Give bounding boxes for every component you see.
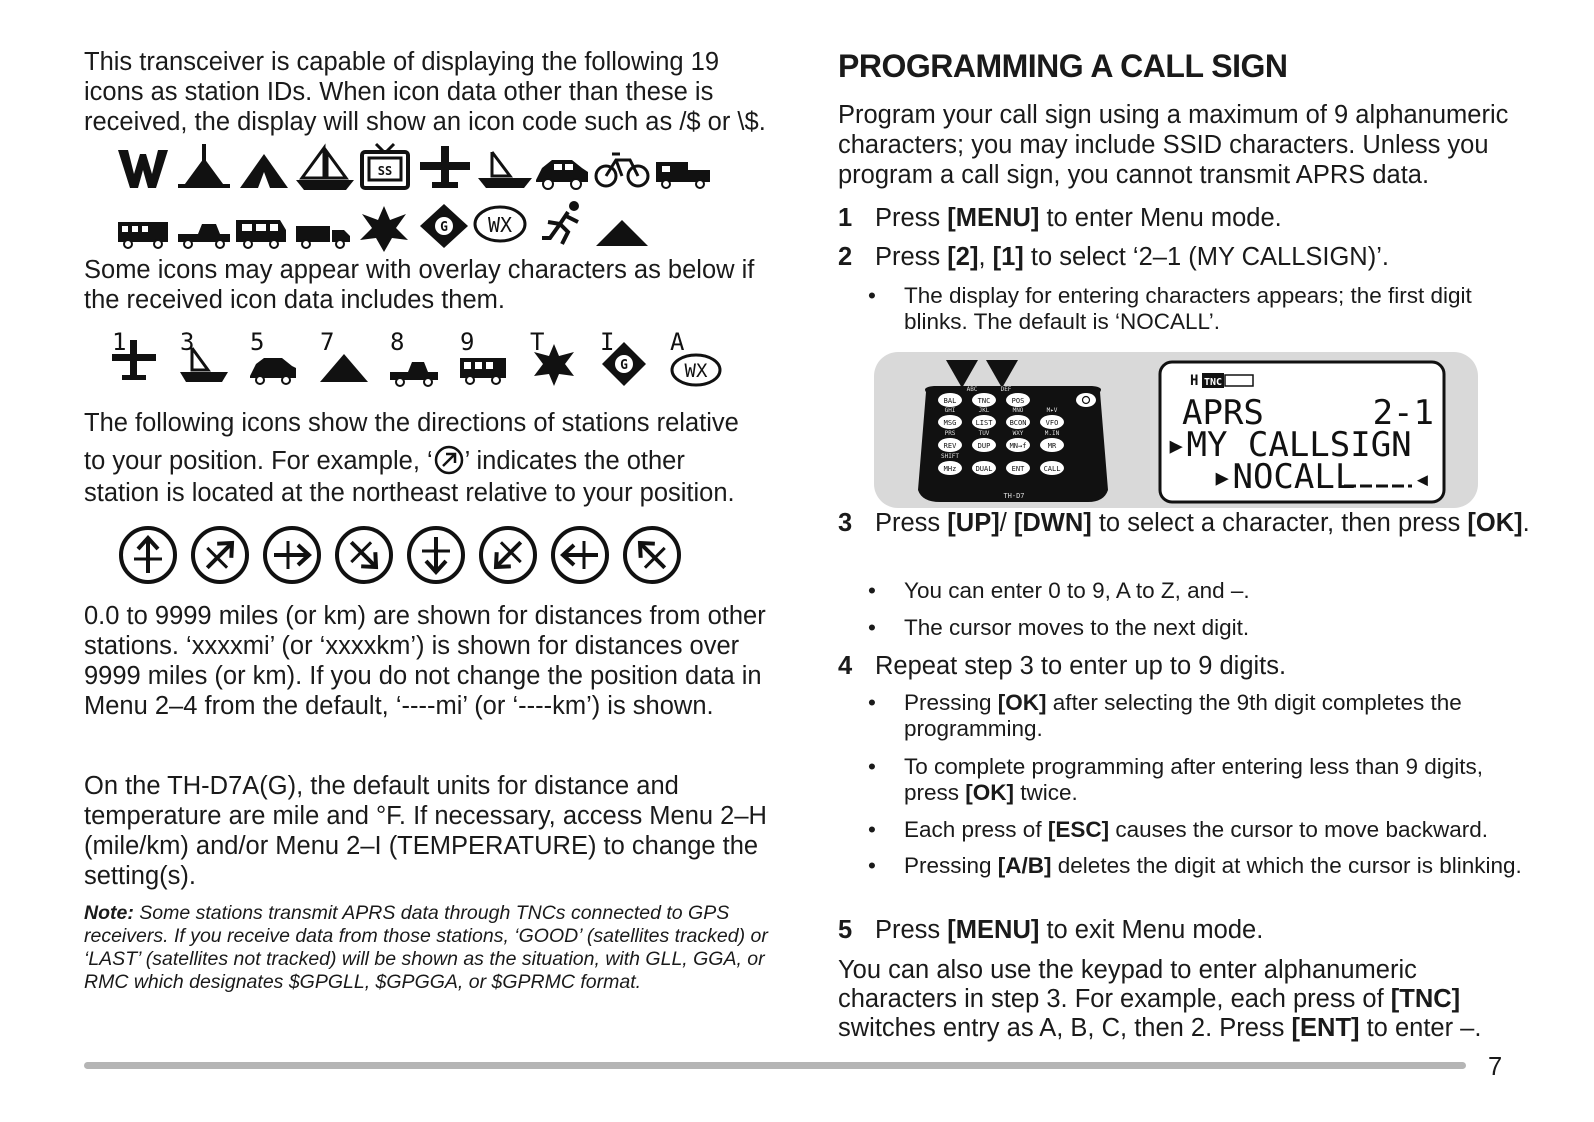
star-icon [360, 206, 408, 252]
keypad-sublabel: M▸V [1046, 407, 1058, 414]
key-dwn: [DWN] [1013, 509, 1092, 537]
note-label: Note: [84, 902, 134, 924]
keypad-model-label: TH-D7 [1003, 492, 1025, 500]
airplane-icon [112, 330, 156, 380]
overlay-char: T [530, 330, 545, 356]
closing-line-1: You can also use the keypad to enter alphanumeric [838, 956, 1417, 984]
keypad-key [938, 415, 962, 429]
lcd-cursor: ◂ [1414, 462, 1431, 495]
keypad-key [1040, 415, 1064, 429]
wx-icon [475, 207, 525, 241]
svg-text:DUP: DUP [977, 442, 991, 450]
arrow-down-icon [409, 528, 463, 582]
step-number: 2 [838, 243, 853, 271]
step-2: 2 Press [2], [1] to select ‘2–1 (MY CALLSIGN)’. [838, 243, 1389, 271]
svg-text:CALL: CALL [1043, 465, 1061, 473]
keypad-key [1006, 415, 1030, 429]
tower-icon [178, 144, 230, 188]
boat-icon [478, 152, 532, 188]
arrow-northeast-icon [433, 444, 465, 476]
keypad-key [972, 415, 996, 429]
footer-rule [84, 1062, 1466, 1069]
overlay-char: 3 [180, 330, 195, 356]
overlay-char: 7 [320, 330, 335, 356]
car-icon [250, 330, 296, 384]
truck-icon [656, 162, 710, 188]
star-icon [530, 330, 574, 386]
lcd-line3: ▸NOCALL [1212, 457, 1356, 497]
sailboat-icon [296, 148, 354, 190]
keypad-key [1040, 461, 1064, 475]
bullet-ok-twice: • To complete programming after entering less than 9 digits, press [OK] twice. [868, 754, 1484, 805]
svg-text:VFO: VFO [1045, 419, 1059, 427]
keypad-sublabel: WXY [1012, 430, 1024, 437]
keypad-key [938, 461, 962, 475]
key-2: [2] [947, 243, 979, 271]
triangle-icon [320, 330, 368, 382]
arrow-northwest-icon [625, 528, 679, 582]
svg-text:WX: WX [487, 213, 513, 237]
key-ent: [ENT] [1291, 1014, 1360, 1042]
battery-icon [1225, 375, 1253, 386]
step-number: 3 [838, 509, 853, 537]
diamond-icon [600, 330, 646, 386]
svg-text:BAL: BAL [943, 397, 957, 405]
tent-icon [240, 154, 288, 188]
svg-text:SS: SS [377, 164, 393, 178]
key-tnc: [TNC] [1390, 985, 1461, 1013]
closing-line-3: switches entry as A, B, C, then 2. Press [ENT] to enter –. [838, 1014, 1482, 1042]
keypad-key [1006, 438, 1030, 452]
svg-text:ENT: ENT [1011, 465, 1025, 473]
bullet-esc-backward: • Each press of [ESC] causes the cursor to move backward. [868, 817, 1488, 842]
pickup-icon [390, 330, 438, 386]
step-4: 4 Repeat step 3 to enter up to 9 digits. [838, 652, 1287, 680]
power-key [1076, 393, 1096, 407]
keypad-key [938, 438, 962, 452]
van-icon [236, 220, 286, 248]
overlay-icons-row [110, 330, 740, 390]
key-1: [1] [992, 243, 1024, 271]
diamond-icon [420, 204, 468, 248]
page-number: 7 [1488, 1053, 1503, 1081]
note-text: Some stations transmit APRS data through TNCs connected to GPS receivers. If you receive data from those stations, ‘GOOD’ (satellites tracked) or ‘LAST’ (satellites not tracked) will be shown as the situation, with GLL, GGA, or RMC which designates $GPGLL, $GPGGA, or $GPRMC format. [84, 902, 768, 993]
key-menu: [MENU] [947, 204, 1040, 232]
paragraph-direction-intro-3: station is located at the northeast relative to your position. [84, 479, 735, 507]
keypad-key [938, 393, 962, 407]
keypad-sublabel: ABC [966, 386, 978, 393]
paragraph-icon-intro: This transceiver is capable of displaying the following 19 icons as station IDs. When icon data other than these is received, the display will show an icon code such as /$ or \$. [84, 48, 766, 136]
overlay-char: 9 [460, 330, 475, 356]
svg-text:MHz: MHz [943, 465, 957, 473]
svg-text:POS: POS [1011, 397, 1025, 405]
svg-text:WX: WX [684, 360, 708, 382]
paragraph-distance: 0.0 to 9999 miles (or km) are shown for distances from other stations. ‘xxxxmi’ (or ‘xxxxkm’) is shown for distances over 9999 miles (or km). If you do not change the position data in Menu 2–4 from the default, ‘----mi’ (or ‘----km’) is shown. [84, 602, 766, 720]
airplane-icon [420, 146, 470, 188]
svg-text:G: G [440, 220, 448, 235]
station-icons-grid [114, 142, 724, 252]
key-up: [UP] [947, 509, 1000, 537]
keypad-key [1040, 438, 1064, 452]
pointer-arrow-icon [986, 360, 1018, 388]
keypad-sublabel: JKL [978, 407, 990, 414]
overlay-char: 8 [390, 330, 405, 356]
paragraph-direction-intro-1: The following icons show the directions of stations relative [84, 409, 739, 437]
svg-text:BCON: BCON [1009, 419, 1027, 427]
boat-icon [180, 330, 228, 382]
svg-text:G: G [620, 358, 628, 373]
svg-text:REV: REV [943, 442, 957, 450]
keypad-sublabel: DEF [1000, 386, 1012, 393]
svg-text:DUAL: DUAL [975, 465, 993, 473]
step-5: 5 Press [MENU] to exit Menu mode. [838, 916, 1264, 944]
keypad-key [972, 461, 996, 475]
key-ok: [OK] [1467, 509, 1523, 537]
paragraph-units: On the TH-D7A(G), the default units for distance and temperature are mile and °F. If necessary, access Menu 2–H (mile/km) and/or Menu 2–I (TEMPERATURE) to change the setting(s). [84, 772, 767, 890]
bicycle-icon [596, 154, 648, 186]
keypad-key [1006, 393, 1030, 407]
keypad-sublabel: TUV [978, 430, 990, 437]
lcd-line1-left: APRS [1182, 393, 1264, 433]
arrow-right-icon [265, 528, 319, 582]
lcd-line2: ▸MY CALLSIGN [1166, 425, 1412, 465]
lcd-status-h: H [1190, 373, 1199, 389]
note-paragraph [84, 902, 774, 994]
car-icon [536, 160, 588, 189]
bullet-ok-complete: • Pressing [OK] after selecting the 9th digit completes the programming. [868, 690, 1462, 741]
step-1: 1 Press [MENU] to enter Menu mode. [838, 204, 1282, 232]
keypad-illustration [874, 352, 1478, 508]
keypad-sublabel: SHIFT [940, 453, 960, 460]
bus-icon [118, 222, 168, 248]
page-title: PROGRAMMING A CALL SIGN [838, 48, 1288, 84]
bullet-display-appears: • The display for entering characters appears; the first digit blinks. The default is ‘NOCALL’. [868, 283, 1472, 334]
overlay-char: A [670, 330, 685, 356]
direction-text-pre: to your position. For example, ‘ [84, 447, 433, 475]
pickup-icon [178, 224, 230, 248]
arrow-northeast-icon [193, 528, 247, 582]
bullet-ab-delete: • Pressing [A/B] deletes the digit at which the cursor is blinking. [868, 853, 1522, 878]
svg-text:MR: MR [1047, 442, 1057, 450]
keypad-key [972, 393, 996, 407]
paragraph-direction-intro-2 [84, 444, 774, 476]
overlay-char: I [600, 330, 615, 356]
tv-icon [362, 144, 408, 188]
arrow-left-icon [553, 528, 607, 582]
step-number: 4 [838, 652, 853, 680]
svg-text:MN→f: MN→f [1009, 442, 1027, 450]
bus-icon [460, 330, 506, 384]
svg-text:MSG: MSG [943, 419, 957, 427]
runner-icon [542, 201, 579, 244]
overlay-char: 5 [250, 330, 265, 356]
step-number: 1 [838, 204, 853, 232]
keypad-sublabel: GHI [944, 407, 956, 414]
pointer-arrow-icon [946, 360, 978, 388]
paragraph-overlay-intro: Some icons may appear with overlay characters as below if the received icon data includes them. [84, 256, 755, 314]
keypad-key [1006, 461, 1030, 475]
arrow-up-icon [121, 528, 175, 582]
keypad-sublabel: PRS [944, 430, 956, 437]
keypad-key [972, 438, 996, 452]
bullet-enter-range: • You can enter 0 to 9, A to Z, and –. [868, 578, 1250, 603]
keypad-sublabel: M.IN [1044, 430, 1060, 437]
intro-paragraph: Program your call sign using a maximum of 9 alphanumeric characters; you may include SSID characters. Unless you program a call sign, you cannot transmit APRS data. [838, 101, 1509, 189]
direction-icons-row [118, 524, 688, 586]
lcd-status-tnc: TNC [1203, 377, 1223, 388]
keypad-sublabel: MNO [1012, 407, 1024, 414]
wx-icon [670, 330, 720, 385]
bullet-cursor-moves: • The cursor moves to the next digit. [868, 615, 1250, 640]
svg-text:LIST: LIST [975, 419, 993, 427]
semi-truck-icon [296, 226, 350, 248]
w-icon [118, 150, 168, 188]
arrow-southeast-icon [337, 528, 391, 582]
step-number: 5 [838, 916, 853, 944]
closing-line-2: characters in step 3. For example, each press of [TNC] [838, 985, 1461, 1013]
lcd-line1-right: 2-1 [1372, 393, 1434, 433]
direction-text-post: ’ indicates the other [464, 447, 685, 475]
triangle-icon [596, 220, 648, 246]
svg-text:TNC: TNC [977, 397, 991, 405]
overlay-char: 1 [112, 330, 127, 356]
key-menu: [MENU] [947, 916, 1040, 944]
arrow-southwest-icon [481, 528, 535, 582]
step-3: 3 Press [UP]/ [DWN] to select a character, then press [OK]. [838, 509, 1530, 537]
